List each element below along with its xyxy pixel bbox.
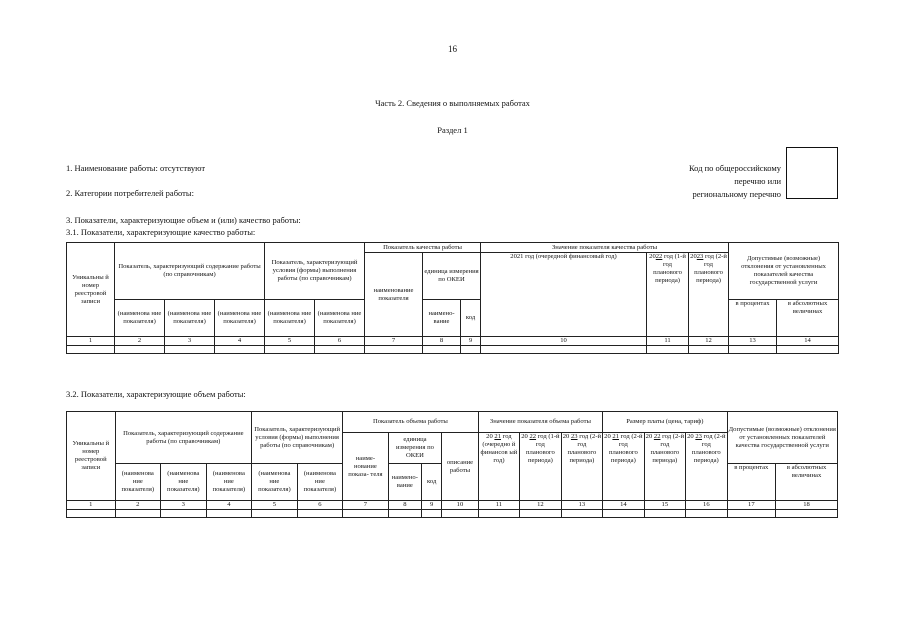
t2-num: 4 [206,501,252,510]
t2-num: 14 [603,501,644,510]
page-number: 16 [448,44,457,54]
t2-sub-2: (наименова ние показателя) [115,464,161,501]
t2-f1-prefix: 20 [604,433,611,440]
section-title: Раздел 1 [437,125,468,135]
part-title: Часть 2. Сведения о выполняемых работах [375,98,530,108]
t2-num: 16 [686,501,728,510]
t2-v3-year: 23 [570,433,578,440]
t1-number-row [67,337,839,346]
t2-v1-label: год (очередно й финансов ый год) [480,433,518,464]
t1-percent-header: в процентах [729,300,777,337]
t2-v2-label: год (1-й год планового периода) [526,433,560,464]
t2-num: 18 [776,501,838,510]
t2-value-header: Значение показателя объема работы [478,412,602,433]
quality-table [66,242,839,354]
volume-heading: 3.2. Показатели, характеризующие объем работы: [66,389,246,399]
t2-sub-6: (наименова ние показателя) [297,464,343,501]
t1-sub-4: (наименова ние показателя) [215,300,265,337]
t1-num: 9 [461,337,481,346]
t2-num: 11 [478,501,519,510]
t1-condition-header: Показатель, характеризующий условия (формы) выполнения работы (по справочникам) [265,243,365,300]
indicators-heading: 3. Показатели, характеризующие объем и (или) качество работы: [66,215,301,225]
consumer-categories: 2. Категории потребителей работы: [66,188,194,198]
t1-num: 4 [215,337,265,346]
t2-f2-label: год (2-й год планового периода) [650,433,685,464]
t1-num: 6 [315,337,365,346]
t1-unit-header: единица измерения по ОКЕИ [423,253,481,300]
t2-value-y3 [561,433,603,501]
t2-condition-header: Показатель, характеризующий условия (формы) выполнения работы (по справочникам) [252,412,343,464]
t1-sub-3: (наименова ние показателя) [165,300,215,337]
t1-num: 12 [689,337,729,346]
code-label-1: Код по общероссийскому [688,163,781,173]
t1-year3-header [689,253,729,337]
t1-empty-row [67,346,839,354]
code-box[interactable] [786,147,838,199]
t2-num: 6 [297,501,343,510]
t2-num: 8 [388,501,421,510]
t2-f3-label: год (2-й год планового периода) [691,433,726,464]
t2-num: 13 [561,501,603,510]
t2-sub-3: (наименова ние показателя) [161,464,207,501]
t1-year2-label: год (1-й год планового периода) [653,253,686,284]
t2-unit-name-header: наимено- вание [388,464,421,501]
t2-num: 17 [727,501,776,510]
t1-absolute-header: в абсолютных величинах [777,300,839,337]
t1-num: 5 [265,337,315,346]
t2-deviation-header: Допустимые (возможные) отклонения от установленных показателей качества государственной услуги [727,412,837,464]
t1-sub-5: (наименова ние показателя) [265,300,315,337]
t2-value-y1 [478,433,519,501]
t1-sub-6: (наименова ние показателя) [315,300,365,337]
t2-fee-header: Размер платы (цена, тариф) [603,412,727,433]
t2-v1-prefix: 20 [486,433,493,440]
t2-volume-header: Показатель объема работы [343,412,479,433]
t1-year3-label: год (2-й год планового периода) [694,253,727,284]
t1-num: 8 [423,337,461,346]
t2-unique-header: Уникальны й номер реестровой записи [67,412,116,501]
t2-value-y2 [520,433,561,501]
t2-fee-y3 [686,433,728,501]
t2-empty-row [67,510,838,518]
t2-unit-code-header: код [422,464,442,501]
work-name: 1. Наименование работы: отсутствуют [66,163,206,173]
t2-absolute-header: в абсолютных величинах [776,464,838,501]
t2-num: 12 [520,501,561,510]
t2-sub-4: (наименова ние показателя) [206,464,252,501]
t1-indicator-name-header: наименование показателя [365,253,423,337]
t2-unit-header: единица измерения по ОКЕИ [388,433,442,464]
t2-num: 10 [442,501,478,510]
t2-fee-y2 [644,433,685,501]
t2-f3-year: 23 [695,433,702,440]
t2-v3-label: год (2-й год планового периода) [567,433,602,464]
code-label-3: региональному перечню [692,189,781,199]
t1-unit-name-header: наимено- вание [423,300,461,337]
t1-num: 13 [729,337,777,346]
t1-num: 14 [777,337,839,346]
t2-number-row [67,501,838,510]
t2-description-header: описание работы [442,433,478,501]
volume-table [66,411,838,518]
t2-sub-5: (наименова ние показателя) [252,464,298,501]
t2-percent-header: в процентах [727,464,776,501]
t2-f3-prefix: 20 [687,433,694,440]
t1-year2-header [647,253,689,337]
t2-fee-y1 [603,433,644,501]
t2-num: 1 [67,501,116,510]
quality-heading: 3.1. Показатели, характеризующие качество работы: [66,227,256,237]
t1-content-header: Показатель, характеризующий содержание работы (по справочникам) [115,243,265,300]
t1-num: 7 [365,337,423,346]
t2-v3-prefix: 20 [562,433,570,440]
t2-f2-prefix: 20 [645,433,653,440]
t1-unit-code-header: код [461,300,481,337]
t1-year1-header: 2021 год (очередной финансовый год) [481,253,647,337]
t2-f2-year: 22 [653,433,661,440]
t2-num: 9 [422,501,442,510]
t2-f1-year: 21 [612,433,620,440]
t1-year3-value: 23 [696,253,704,260]
t1-num: 3 [165,337,215,346]
t2-v2-prefix: 20 [521,433,528,440]
t1-num: 2 [115,337,165,346]
t2-num: 15 [644,501,685,510]
t1-year2-prefix: 20 [649,253,656,260]
t1-unique-header: Уникальны й номер реестровой записи [67,243,115,337]
t2-content-header: Показатель, характеризующий содержание работы (по справочникам) [115,412,252,464]
t1-deviation-header: Допустимые (возможные) отклонения от установленных показателей качества государственной услуги [729,243,839,300]
t1-num: 1 [67,337,115,346]
t2-num: 3 [161,501,207,510]
t1-year2-value: 22 [655,253,663,260]
t1-num: 11 [647,337,689,346]
t1-num: 10 [481,337,647,346]
t1-year3-prefix: 20 [690,253,697,260]
t1-quality-header: Показатель качества работы [365,243,481,253]
code-label-2: перечню или [734,176,781,186]
t2-num: 2 [115,501,161,510]
t2-num: 5 [252,501,298,510]
t2-indicator-name-header: наиме- нование показа- теля [343,433,389,501]
t2-num: 7 [343,501,389,510]
t1-sub-2: (наименова ние показателя) [115,300,165,337]
t2-v2-year: 22 [529,433,537,440]
t1-value-header: Значение показателя качества работы [481,243,729,253]
t2-f1-label: год (2-й год планового периода) [608,433,643,464]
t2-v1-year: 21 [494,433,501,440]
